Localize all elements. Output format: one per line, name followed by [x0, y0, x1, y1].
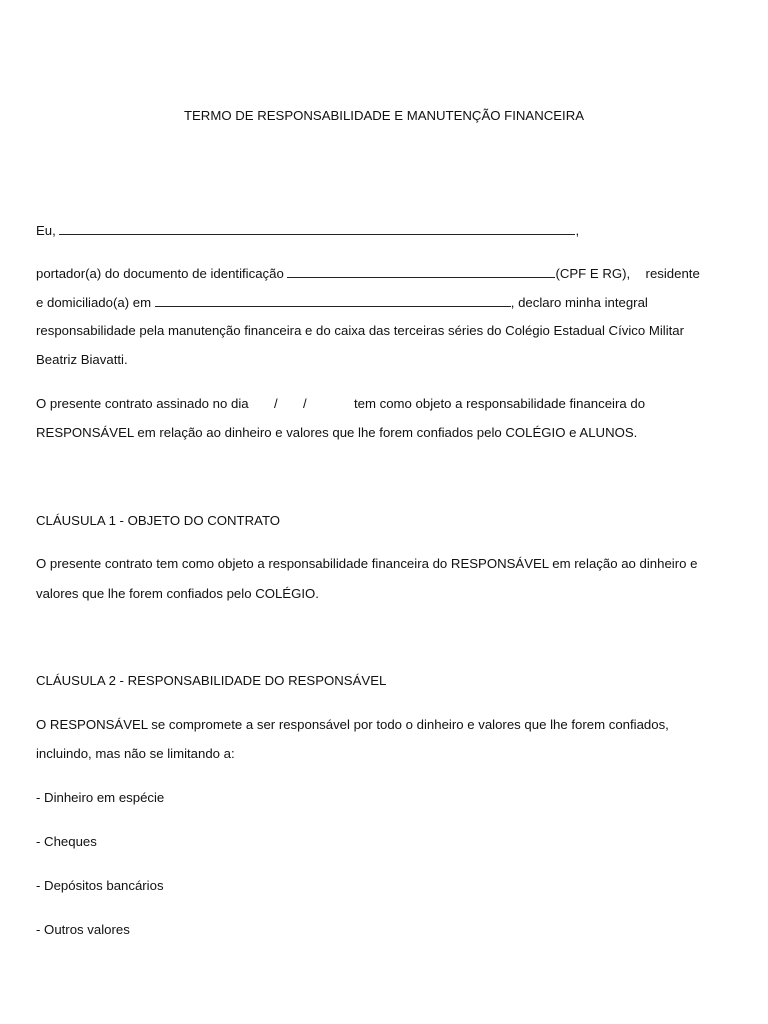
intro-eu-suffix: ,: [575, 223, 580, 238]
contract-date-line: [36, 396, 645, 412]
intro-id-suffix: (CPF E RG),: [555, 266, 631, 281]
contract-text-line-2: RESPONSÁVEL em relação ao dinheiro e valores que lhe forem confiados pelo COLÉGIO e ALUNOS.: [36, 425, 638, 440]
list-item: - Dinheiro em espécie: [36, 790, 165, 805]
intro-address-label: e domiciliado(a) em: [36, 295, 152, 310]
intro-text-line-5: Beatriz Biavatti.: [36, 352, 128, 367]
intro-id-label: portador(a) do documento de identificação: [36, 266, 284, 281]
date-slash-1: /: [273, 396, 278, 411]
intro-address-line: [36, 294, 648, 311]
intro-text-line-4: responsabilidade pela manutenção financeira e do caixa das terceiras séries do Colégio Estadual Cívico Militar: [36, 323, 685, 338]
clause-1-text-line-1: O presente contrato tem como objeto a responsabilidade financeira do RESPONSÁVEL em relação ao dinheiro e: [36, 556, 698, 571]
intro-residente-text: residente: [645, 266, 700, 281]
clause-1-heading: CLÁUSULA 1 - OBJETO DO CONTRATO: [36, 513, 281, 528]
intro-eu-label: Eu,: [36, 223, 56, 238]
clause-1-text-line-2: valores que lhe forem confiados pelo COLÉGIO.: [36, 586, 319, 601]
address-blank-field: [155, 294, 511, 307]
clause-2-text-line-1: O RESPONSÁVEL se compromete a ser responsável por todo o dinheiro e valores que lhe forem confiados,: [36, 717, 669, 732]
contract-object-text: tem como objeto a responsabilidade financeira do: [353, 396, 646, 411]
list-item: - Cheques: [36, 834, 97, 849]
name-blank-field: [59, 222, 575, 235]
list-item: - Outros valores: [36, 922, 130, 937]
id-blank-field: [287, 265, 555, 278]
intro-name-line: [36, 222, 579, 239]
date-slash-2: /: [302, 396, 307, 411]
document-title: TERMO DE RESPONSABILIDADE E MANUTENÇÃO FINANCEIRA: [183, 108, 585, 123]
intro-id-line: [36, 265, 700, 282]
clause-2-heading: CLÁUSULA 2 - RESPONSABILIDADE DO RESPONSÁVEL: [36, 673, 387, 688]
intro-address-suffix: , declaro minha integral: [510, 295, 648, 310]
clause-2-text-line-2: incluindo, mas não se limitando a:: [36, 746, 235, 761]
contract-date-label: O presente contrato assinado no dia: [36, 396, 249, 411]
list-item: - Depósitos bancários: [36, 878, 164, 893]
